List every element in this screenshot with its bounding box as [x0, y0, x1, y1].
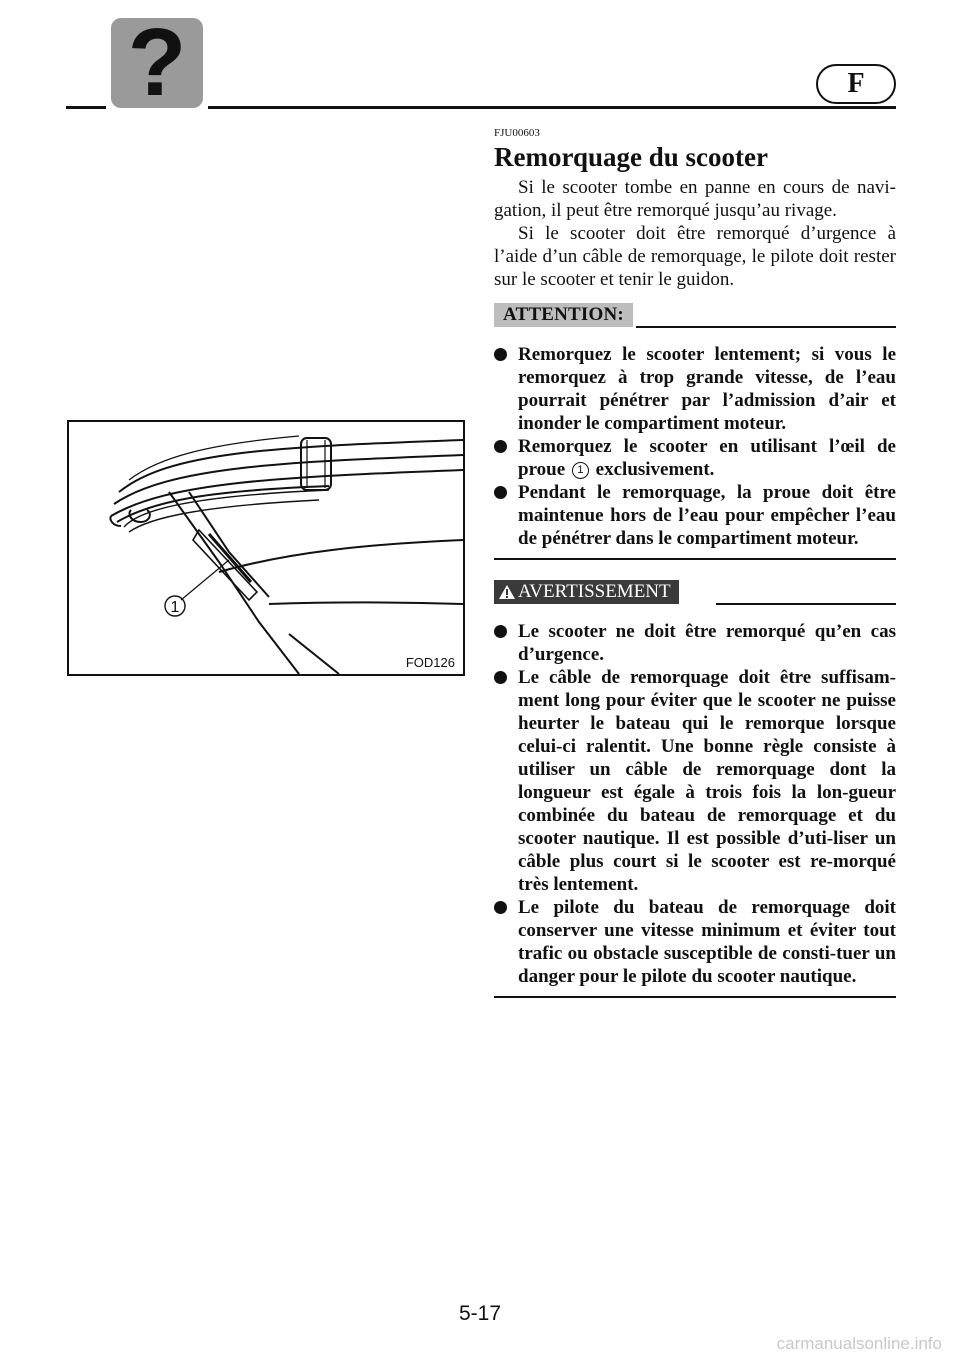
question-mark-glyph: ?: [127, 9, 187, 116]
warning-header-rule: [716, 603, 896, 605]
attention-header-rule: [636, 326, 896, 328]
header-rule-left: [66, 106, 106, 109]
language-badge: [816, 64, 896, 104]
attention-label: ATTENTION:: [494, 303, 633, 327]
language-badge-label: F: [847, 68, 865, 99]
warning-label: AVERTISSEMENT: [494, 580, 679, 604]
towing-eye-illustration: [67, 420, 465, 676]
list-item: Remorquez le scooter en utilisant l’œil de proue 1 exclusivement.: [494, 435, 896, 481]
attention-header: [494, 303, 896, 329]
bullet-icon: [494, 671, 507, 684]
intro-paragraph-2: Si le scooter doit être remorqué d’urgence à l’aide d’un câble de remorquage, le pilote doit rester sur le scooter et tenir le guidon.: [494, 223, 896, 290]
warning-list: [494, 620, 896, 988]
page-number: 5-17: [458, 1302, 502, 1325]
bullet-icon: [494, 486, 507, 499]
list-item: Le câble de remorquage doit être suffisam-ment long pour éviter que le scooter ne puisse heurter le bateau qui le remorque lorsque celui-ci ralentit. Une bonne règle consiste à utiliser un câble de remorquage dont la longueur est égale à trois fois la lon-gueur combinée du bateau de remorquage et du scooter nautique. Il est possible d’uti-liser un câble plus court si le scooter est re-morqué très lentement.: [494, 666, 896, 896]
section-code: FJU00603: [494, 127, 540, 139]
header-rule-right: [208, 106, 896, 109]
warning-header: [494, 580, 896, 606]
bow-eye-drawing: [69, 422, 463, 674]
warning-end-rule: [494, 996, 896, 998]
list-item: Pendant le remorquage, la proue doit être maintenue hors de l’eau pour empêcher l’eau de pénétrer dans le compartiment moteur.: [494, 481, 896, 550]
question-mark-icon: [111, 9, 203, 116]
bullet-icon: [494, 440, 507, 453]
reference-number: 1: [572, 462, 589, 479]
bullet-icon: [494, 348, 507, 361]
bullet-icon: [494, 625, 507, 638]
callout-number: 1: [170, 599, 180, 616]
watermark: carmanualsonline.info: [776, 1334, 942, 1353]
figure-code: FOD126: [405, 655, 455, 670]
intro-paragraph-1: Si le scooter tombe en panne en cours de navi-gation, il peut être remorqué jusqu’au rivage.: [494, 177, 896, 221]
bullet-icon: [494, 901, 507, 914]
content-column: [494, 176, 896, 998]
warning-triangle-icon: [498, 584, 516, 600]
list-item: Remorquez le scooter lentement; si vous le remorquez à trop grande vitesse, de l’eau pourrait pénétrer par l’admission d’air et inonder le compartiment moteur.: [494, 343, 896, 435]
attention-list: [494, 343, 896, 550]
section-title: Remorquage du scooter: [494, 142, 768, 172]
list-item: Le scooter ne doit être remorqué qu’en cas d’urgence.: [494, 620, 896, 666]
list-item: Le pilote du bateau de remorquage doit conserver une vitesse minimum et éviter tout trafic ou obstacle susceptible de consti-tuer un danger pour le pilote du scooter nautique.: [494, 896, 896, 988]
